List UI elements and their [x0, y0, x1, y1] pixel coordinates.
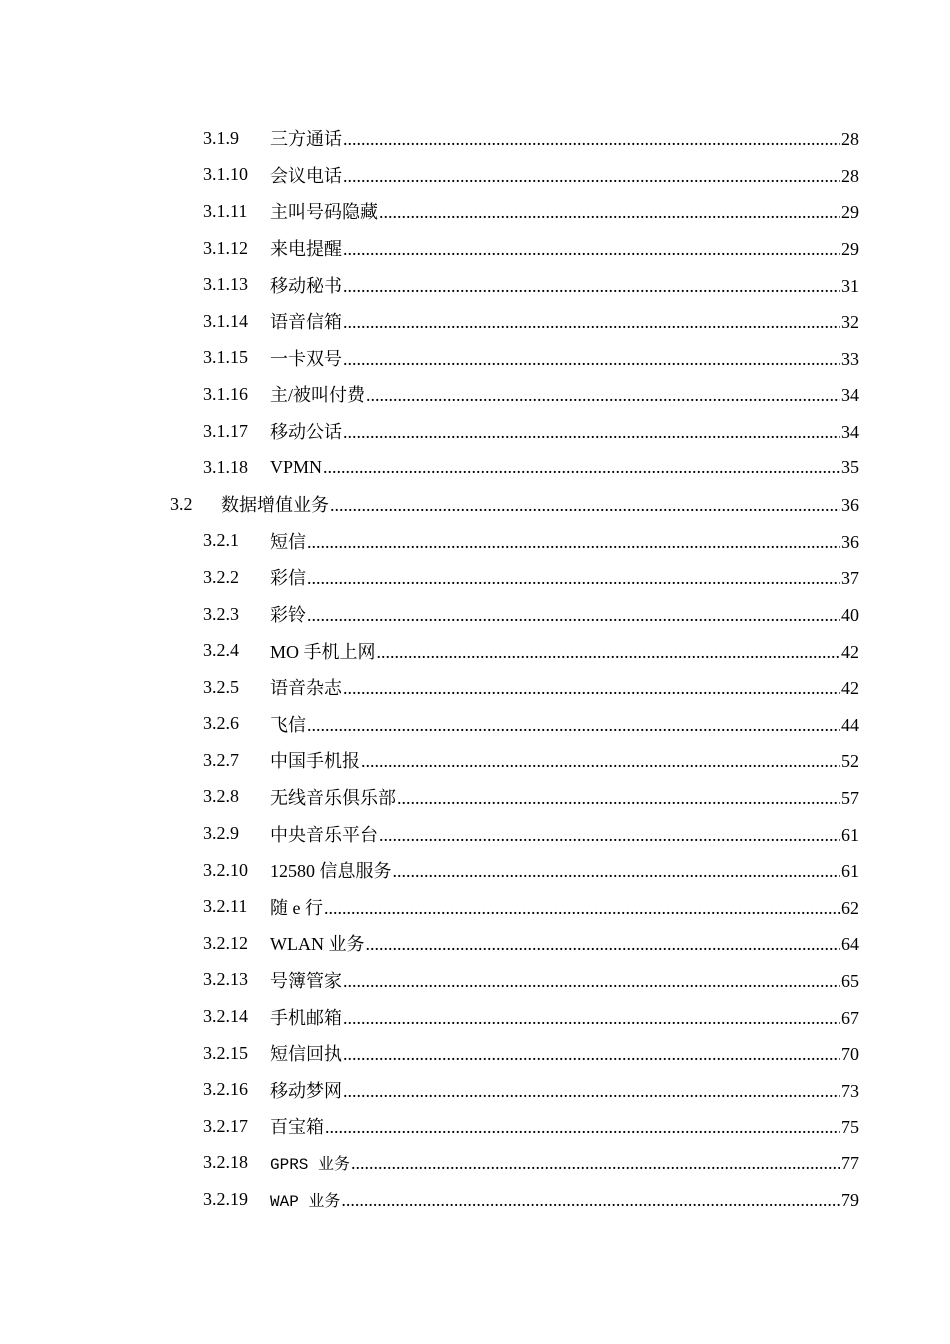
toc-entry-line — [270, 125, 859, 151]
toc-dot-leader — [343, 276, 840, 297]
toc-entry[interactable] — [0, 669, 950, 706]
toc-entry-number: 3.2.18 — [203, 1152, 248, 1173]
toc-entry-line — [270, 784, 859, 810]
toc-dot-leader — [323, 457, 840, 478]
toc-entry-line — [270, 1077, 859, 1103]
toc-dot-leader — [343, 1008, 840, 1029]
toc-dot-leader — [379, 825, 840, 846]
toc-dot-leader — [325, 1117, 840, 1138]
toc-entry-page-number: 77 — [841, 1153, 859, 1174]
toc-dot-leader — [343, 1081, 840, 1102]
toc-dot-leader — [351, 1153, 840, 1174]
toc-dot-leader — [341, 1190, 840, 1211]
toc-entry-line — [270, 967, 859, 993]
toc-entry-line — [270, 1004, 859, 1030]
toc-entry-page-number: 35 — [841, 457, 859, 478]
toc-entry-page-number: 62 — [841, 897, 859, 918]
toc-entry-line — [270, 1040, 859, 1066]
toc-entry-line — [270, 272, 859, 298]
toc-entry-line — [270, 857, 859, 883]
toc-entry-page-number: 37 — [841, 568, 859, 589]
toc-entry-line — [270, 930, 859, 956]
toc-entry-title: 语音杂志 — [270, 674, 343, 700]
toc-entry-title: GPRS 业务 — [270, 1151, 351, 1174]
toc-entry-number: 3.2 — [170, 493, 193, 514]
toc-entry-page-number: 61 — [841, 861, 859, 882]
toc-entry-line — [270, 308, 859, 334]
toc-entry-page-number: 36 — [841, 495, 859, 516]
toc-entry-title: 彩信 — [270, 564, 307, 590]
toc-entry-line — [270, 162, 859, 188]
toc-entry[interactable] — [0, 340, 950, 377]
toc-dot-leader — [365, 934, 840, 955]
toc-entry-number: 3.2.14 — [203, 1006, 248, 1027]
toc-entry-title: 三方通话 — [270, 125, 343, 151]
toc-entry-line — [270, 1113, 859, 1139]
toc-entry-page-number: 65 — [841, 970, 859, 991]
toc-entry-page-number: 44 — [841, 714, 859, 735]
toc-entry[interactable] — [0, 230, 950, 267]
toc-entry-title: 随 e 行 — [270, 894, 324, 920]
toc-entry-line — [270, 601, 859, 627]
toc-entry-line — [270, 638, 859, 664]
toc-entry-page-number: 70 — [841, 1044, 859, 1065]
toc-entry-page-number: 79 — [841, 1190, 859, 1211]
toc-entry-page-number: 42 — [841, 678, 859, 699]
toc-entry-line — [270, 674, 859, 700]
toc-entry-number: 3.2.15 — [203, 1042, 248, 1063]
toc-entry[interactable] — [0, 266, 950, 303]
toc-entry-number: 3.2.7 — [203, 749, 239, 770]
toc-dot-leader — [379, 202, 840, 223]
toc-entry[interactable] — [0, 998, 950, 1035]
toc-entry[interactable] — [0, 1108, 950, 1145]
toc-entry-page-number: 42 — [841, 641, 859, 662]
toc-entry-number: 3.2.11 — [203, 896, 248, 917]
toc-entry-title: 中央音乐平台 — [270, 821, 379, 847]
toc-entry-title: 一卡双号 — [270, 345, 343, 371]
toc-entry-line — [270, 711, 859, 737]
toc-entry-number: 3.2.13 — [203, 969, 248, 990]
toc-entry-title: 百宝箱 — [270, 1113, 325, 1139]
toc-entry[interactable] — [0, 120, 950, 157]
toc-entry-number: 3.1.11 — [203, 200, 248, 221]
toc-entry-page-number: 28 — [841, 165, 859, 186]
toc-entry-page-number: 32 — [841, 312, 859, 333]
toc-entry-title: 数据增值业务 — [221, 491, 330, 517]
toc-entry-number: 3.2.17 — [203, 1115, 248, 1136]
toc-entry-number: 3.2.6 — [203, 713, 239, 734]
toc-entry-page-number: 29 — [841, 239, 859, 260]
toc-entry[interactable] — [0, 706, 950, 743]
toc-entry-number: 3.2.2 — [203, 566, 239, 587]
toc-dot-leader — [307, 715, 840, 736]
toc-entry-number: 3.2.16 — [203, 1079, 248, 1100]
toc-entry[interactable] — [0, 376, 950, 413]
toc-entry[interactable] — [0, 1071, 950, 1108]
toc-entry-title: 彩铃 — [270, 601, 307, 627]
toc-entry-number: 3.1.10 — [203, 164, 248, 185]
toc-entry-title: WAP 业务 — [270, 1188, 341, 1211]
toc-entry-title: 短信回执 — [270, 1040, 343, 1066]
toc-entry-number: 3.1.18 — [203, 457, 248, 478]
toc-entry-line — [270, 381, 859, 407]
toc-entry-title: 12580 信息服务 — [270, 857, 393, 883]
toc-entry[interactable] — [0, 632, 950, 669]
toc-dot-leader — [393, 861, 841, 882]
toc-entry-number: 3.1.15 — [203, 347, 248, 368]
toc-entry[interactable] — [0, 523, 950, 560]
table-of-contents — [0, 120, 950, 1218]
toc-entry[interactable] — [0, 596, 950, 633]
toc-entry-number: 3.2.3 — [203, 603, 239, 624]
toc-entry-number: 3.1.16 — [203, 383, 248, 404]
toc-dot-leader — [343, 129, 840, 150]
toc-entry-number: 3.1.13 — [203, 274, 248, 295]
toc-entry-number: 3.1.14 — [203, 310, 248, 331]
toc-entry-line — [221, 491, 859, 517]
toc-entry-page-number: 34 — [841, 385, 859, 406]
toc-entry-title: 主叫号码隐藏 — [270, 198, 379, 224]
toc-entry[interactable] — [0, 1035, 950, 1072]
toc-entry-line — [270, 418, 859, 444]
toc-dot-leader — [377, 642, 840, 663]
toc-dot-leader — [343, 349, 840, 370]
toc-dot-leader — [343, 312, 840, 333]
toc-entry-title: 移动梦网 — [270, 1077, 343, 1103]
toc-entry-title: VPMN — [270, 457, 323, 478]
toc-entry-line — [270, 457, 859, 478]
toc-entry[interactable] — [0, 962, 950, 999]
toc-dot-leader — [307, 605, 840, 626]
toc-entry-title: 手机邮箱 — [270, 1004, 343, 1030]
toc-entry-title: 来电提醒 — [270, 235, 343, 261]
toc-entry-line — [270, 235, 859, 261]
toc-entry[interactable] — [0, 449, 950, 486]
toc-entry[interactable] — [0, 413, 950, 450]
toc-entry[interactable] — [0, 559, 950, 596]
toc-entry-page-number: 31 — [841, 275, 859, 296]
toc-entry[interactable] — [0, 303, 950, 340]
toc-entry-line — [270, 747, 859, 773]
toc-entry[interactable] — [0, 486, 950, 523]
toc-entry-title: 短信 — [270, 528, 307, 554]
toc-dot-leader — [366, 385, 840, 406]
toc-dot-leader — [307, 568, 840, 589]
toc-entry-number: 3.1.17 — [203, 420, 248, 441]
toc-entry-title: 无线音乐俱乐部 — [270, 784, 397, 810]
toc-entry-page-number: 29 — [841, 202, 859, 223]
toc-entry-title: 飞信 — [270, 711, 307, 737]
toc-entry[interactable] — [0, 193, 950, 230]
toc-entry-number: 3.2.12 — [203, 932, 248, 953]
toc-entry-number: 3.2.19 — [203, 1189, 248, 1210]
toc-entry[interactable] — [0, 888, 950, 925]
toc-entry-line — [270, 198, 859, 224]
toc-dot-leader — [343, 1044, 840, 1065]
toc-entry[interactable] — [0, 1181, 950, 1218]
toc-dot-leader — [397, 788, 840, 809]
toc-entry-number: 3.1.12 — [203, 237, 248, 258]
toc-entry-number: 3.2.4 — [203, 640, 239, 661]
toc-entry-page-number: 36 — [841, 531, 859, 552]
toc-dot-leader — [330, 495, 840, 516]
toc-entry[interactable] — [0, 742, 950, 779]
toc-entry-number: 3.2.10 — [203, 859, 248, 880]
toc-entry-line — [270, 564, 859, 590]
toc-dot-leader — [343, 166, 840, 187]
toc-entry-page-number: 34 — [841, 422, 859, 443]
toc-entry-page-number: 67 — [841, 1007, 859, 1028]
toc-entry-page-number: 75 — [841, 1117, 859, 1138]
toc-entry-title: 主/被叫付费 — [270, 381, 366, 407]
toc-entry-title: 移动秘书 — [270, 272, 343, 298]
toc-entry-line — [270, 821, 859, 847]
toc-entry-title: 号簿管家 — [270, 967, 343, 993]
toc-entry[interactable] — [0, 157, 950, 194]
toc-entry-page-number: 64 — [841, 934, 859, 955]
toc-entry-page-number: 61 — [841, 824, 859, 845]
toc-entry-title: WLAN 业务 — [270, 930, 365, 956]
toc-dot-leader — [343, 971, 840, 992]
toc-entry-title: 中国手机报 — [270, 747, 361, 773]
toc-entry-number: 3.2.9 — [203, 823, 239, 844]
toc-entry[interactable] — [0, 852, 950, 889]
toc-dot-leader — [307, 532, 840, 553]
toc-entry-title: 语音信箱 — [270, 308, 343, 334]
toc-entry[interactable] — [0, 1145, 950, 1182]
toc-dot-leader — [343, 678, 840, 699]
toc-entry-page-number: 40 — [841, 605, 859, 626]
toc-dot-leader — [343, 239, 840, 260]
toc-entry-number: 3.1.9 — [203, 127, 239, 148]
toc-entry[interactable] — [0, 815, 950, 852]
toc-entry[interactable] — [0, 925, 950, 962]
toc-entry-title: MO 手机上网 — [270, 638, 377, 664]
toc-entry-title: 会议电话 — [270, 162, 343, 188]
toc-entry-line — [270, 1188, 859, 1211]
toc-entry-page-number: 57 — [841, 787, 859, 808]
toc-entry-line — [270, 1151, 859, 1174]
toc-entry-line — [270, 894, 859, 920]
toc-entry-page-number: 73 — [841, 1080, 859, 1101]
toc-entry-page-number: 28 — [841, 129, 859, 150]
toc-dot-leader — [324, 898, 840, 919]
toc-entry-page-number: 33 — [841, 348, 859, 369]
toc-entry-number: 3.2.1 — [203, 530, 239, 551]
toc-entry-title: 移动公话 — [270, 418, 343, 444]
toc-entry-page-number: 52 — [841, 751, 859, 772]
toc-entry-number: 3.2.8 — [203, 786, 239, 807]
toc-dot-leader — [361, 751, 840, 772]
toc-entry-number: 3.2.5 — [203, 676, 239, 697]
toc-dot-leader — [343, 422, 840, 443]
toc-entry-line — [270, 528, 859, 554]
toc-entry[interactable] — [0, 779, 950, 816]
toc-entry-line — [270, 345, 859, 371]
